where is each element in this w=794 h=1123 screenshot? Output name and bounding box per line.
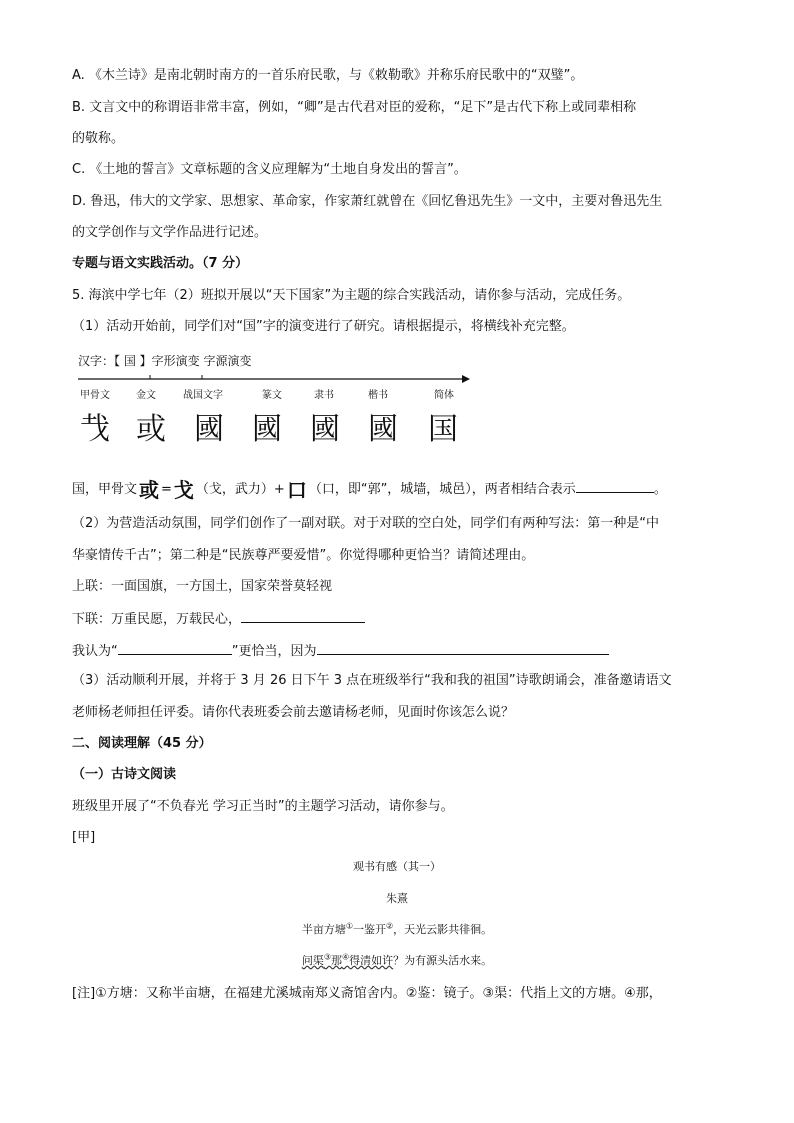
poem-title: 观书有感（其一）: [353, 860, 441, 873]
text-segment: 一鉴开: [353, 923, 386, 936]
glyph-oracle: 𢦏: [80, 412, 110, 447]
stage-clerical: 隶书: [314, 390, 334, 401]
footnote-ref: ②: [386, 921, 394, 931]
glyph-seal: 國: [252, 412, 282, 447]
answer-choice-line: [72, 640, 609, 662]
question-5-part2-line2: 华豪情传千古”；第二种是“民族尊严要爱惜”。你觉得哪种更恰当？请简述理由。: [72, 548, 535, 563]
text-segment: 那: [331, 954, 342, 967]
wavy-underlined-text: [302, 954, 393, 967]
question-5-part3-line1: （3）活动顺利开展，并将于 3 月 26 日下午 3 点在班级举行“我和我的祖国”诗歌朗诵会，准备邀请语文: [72, 673, 672, 688]
ge-weapon-glyph: 戈: [173, 477, 194, 502]
stage-oracle: 甲骨文: [80, 390, 110, 401]
text-segment: ”更恰当，因为: [231, 644, 317, 659]
couplet-upper: 上联：一面国旗，一方国土，国家荣誉莫轻视: [72, 579, 333, 594]
text-segment: 得清如许: [349, 954, 394, 967]
stage-warring-states: 战国文字: [183, 390, 223, 401]
text-segment: ？为有源头活水来。: [393, 954, 493, 967]
choice-blank[interactable]: [118, 640, 232, 655]
glyph-simplified: 国: [428, 412, 458, 447]
reason-blank[interactable]: [317, 640, 609, 655]
option-b-line2: 的敬称。: [72, 131, 125, 146]
glyph-warring-states: 國: [194, 412, 224, 447]
text-segment: （口，即“郭”，城墙，城邑），两者相结合表示: [308, 482, 576, 497]
text-segment: 我认为“: [72, 644, 118, 659]
option-b-line1: B. 文言文中的称谓语非常丰富，例如，“卿”是古代君对臣的爱称，“足下”是古代下称上或同辈相称: [72, 100, 637, 115]
poem-notes: [注]①方塘：又称半亩塘，在福建尤溪城南郑义斋馆舍内。②鉴：镜子。③渠：代指上文的方塘。④那，: [72, 986, 662, 1001]
kou-city-wall-glyph: 口: [286, 477, 307, 502]
figure-title: 汉字：【 国 】字形演变 字源演变: [78, 354, 252, 368]
question-5-part2-line1: （2）为营造活动氛围，同学们创作了一副对联。对于对联的空白处，同学们有两种写法：第一种是“中: [72, 516, 660, 531]
couplet-answer-blank[interactable]: [241, 608, 365, 623]
option-a: A. 《木兰诗》是南北朝时南方的一首乐府民歌，与《敕勒歌》并称乐府民歌中的“双璧”。: [72, 68, 584, 83]
text-segment: 问渠: [301, 954, 324, 967]
activity-intro: 班级里开展了“不负春光 学习正当时”的主题学习活动，请你参与。: [72, 799, 454, 814]
subsection-heading-poetry: （一）古诗文阅读: [72, 767, 177, 782]
text-segment: 下联：万重民愿，万载民心，: [72, 612, 242, 627]
oracle-guo-glyph: 或: [139, 477, 160, 502]
couplet-lower: [72, 608, 365, 630]
stage-regular: 楷书: [368, 390, 388, 401]
option-c: C. 《土地的誓言》文章标题的含义应理解为“土地自身发出的誓言”。: [72, 162, 467, 177]
text-segment: 。: [653, 482, 667, 497]
stage-bronze: 金文: [136, 390, 156, 401]
text-segment: ，天光云影共徘徊。: [393, 923, 493, 936]
question-5-part1: （1）活动开始前，同学们对“国”字的演变进行了研究。请根据提示，将横线补充完整。: [72, 319, 575, 334]
glyph-regular: 國: [368, 412, 398, 447]
section-heading-topic: 专题与语文实践活动。（7 分）: [72, 256, 249, 271]
option-d-line1: D. 鲁迅，伟大的文学家、思想家、革命家，作家萧红就曾在《回忆鲁迅先生》一文中，主要对鲁迅先生: [72, 194, 663, 209]
answer-blank-1[interactable]: [576, 478, 654, 493]
stage-seal: 篆文: [262, 390, 282, 401]
section-heading-reading: 二、阅读理解（45 分）: [72, 736, 212, 751]
poem-line-2: [0, 952, 794, 968]
footnote-ref: ④: [342, 952, 350, 962]
passage-label-jia: [甲]: [72, 830, 96, 845]
question-5-part1-line: [72, 478, 667, 500]
question-5-intro: 5. 海滨中学七年（2）班拟开展以“天下国家”为主题的综合实践活动，请你参与活动，完成任务。: [72, 288, 631, 303]
text-segment: （戈，武力）+: [195, 482, 285, 497]
glyph-bronze: 或: [136, 412, 166, 447]
text-segment: 半亩方塘: [301, 923, 346, 936]
equals-sign: =: [161, 482, 172, 497]
timeline-axis: [78, 372, 470, 386]
poem-author: 朱熹: [386, 892, 408, 905]
stage-simplified: 简体: [434, 390, 454, 401]
text-segment: 国，甲骨文: [72, 482, 138, 497]
option-d-line2: 的文学创作与文学作品进行记述。: [72, 225, 268, 240]
glyph-clerical: 國: [310, 412, 340, 447]
footnote-ref: ①: [345, 921, 353, 931]
question-5-part3-line2: 老师杨老师担任评委。请你代表班委会前去邀请杨老师，见面时你该怎么说？: [72, 705, 515, 720]
poem-line-1: [0, 921, 794, 937]
footnote-ref: ③: [323, 952, 331, 962]
